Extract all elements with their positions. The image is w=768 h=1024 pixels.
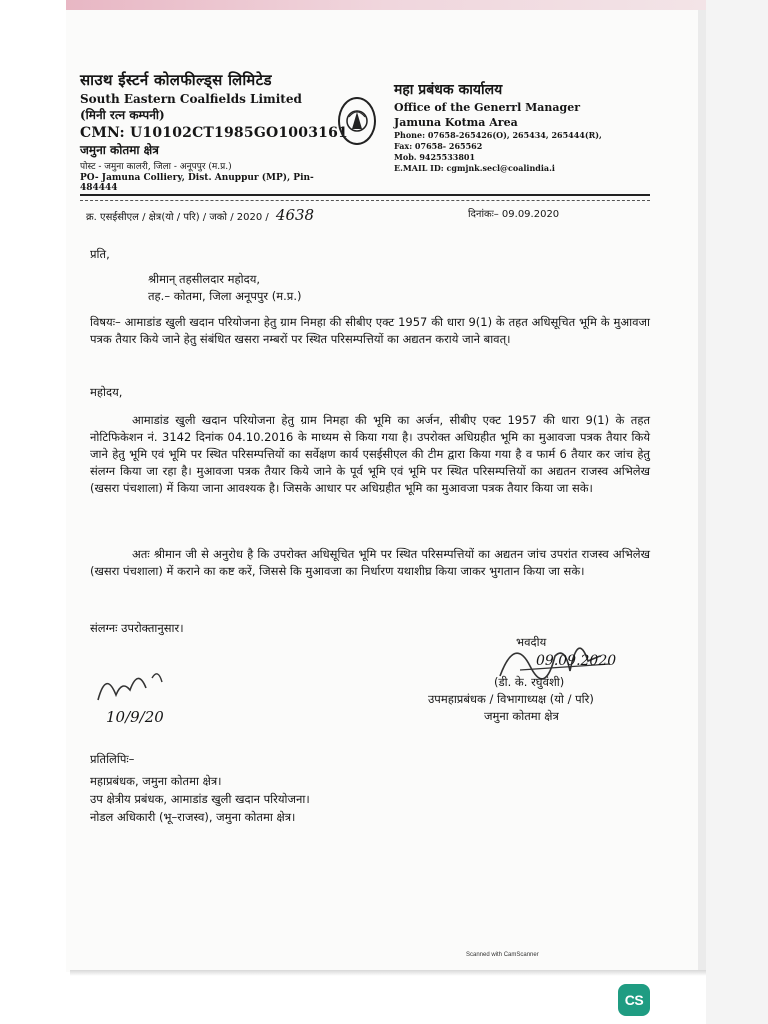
company-name-english: South Eastern Coalfields Limited xyxy=(80,92,302,106)
mobile-number: Mob. 9425533801 xyxy=(394,152,476,162)
office-name-english: Office of the Generrl Manager xyxy=(394,101,581,114)
copy-to-item: उप क्षेत्रीय प्रबंधक, आमाडांड खुली खदान परियोजना। xyxy=(90,792,310,806)
handwritten-sign-date: 09.09.2020 xyxy=(536,653,617,669)
recipient-line-1: श्रीमान् तहसीलदार महोदय, xyxy=(148,272,261,286)
letter-date: दिनांकः– 09.09.2020 xyxy=(468,209,560,220)
signature-block xyxy=(428,634,668,725)
office-name-hindi: महा प्रबंधक कार्यालय xyxy=(394,82,503,98)
reference-text: क्र. एसईसीएल / क्षेत्र(यो / परि) / जको / 2020 / xyxy=(86,212,269,223)
camscanner-badge xyxy=(618,984,650,1016)
letterhead-divider xyxy=(80,194,650,201)
email-address: E.MAIL ID: cgmjnk.secl@coalindia.i xyxy=(394,163,555,173)
letterhead-left xyxy=(80,70,350,193)
scanner-watermark: Scanned with CamScanner xyxy=(466,952,539,958)
recipient-line-2: तह.– कोतमा, जिला अनूपपुर (म.प्र.) xyxy=(148,289,302,303)
initials-scrawl-icon xyxy=(88,660,208,710)
phone-numbers: Phone: 07658-265426(O), 265434, 265444(R), xyxy=(394,130,602,140)
closing-bhavdiya: भवदीय xyxy=(516,635,547,649)
enclosure-note: संलग्नः उपरोक्तानुसार। xyxy=(90,621,184,635)
copy-to-block xyxy=(90,750,310,826)
area-name-hindi: जमुना कोतमा क्षेत्र xyxy=(80,143,159,157)
camscanner-badge-text: CS xyxy=(624,992,644,1008)
company-logo-icon xyxy=(338,97,376,145)
fax-number: Fax: 07658- 265562 xyxy=(394,141,483,151)
letterhead-right xyxy=(394,80,694,173)
salutation: महोदय, xyxy=(90,385,123,399)
copy-to-heading: प्रतिलिपिः– xyxy=(90,752,135,766)
prati-label: प्रति, xyxy=(90,247,110,261)
postal-address-hindi: पोस्ट - जमुना कालरी, जिला - अनूपपुर (म.प्र.) xyxy=(80,162,232,172)
copy-to-item: नोडल अधिकारी (भू–राजस्व), जमुना कोतमा क्षेत्र। xyxy=(90,810,296,824)
signatory-name: (डी. के. रघुवंशी) xyxy=(494,675,565,689)
margin-initials xyxy=(88,660,208,740)
subject-line: विषयः– आमाडांड खुली खदान परियोजना हेतु ग्राम निमहा की सीबीए एक्ट 1957 की धारा 9(1) के तहत अधिसूचित भूमि के मुआवजा पत्रक तैयार किये जाने हेतु संबंधित खसरा नम्बरों पर स्थित परिसम्पत्तियों का अद्यतन कराये जाने बावत्। xyxy=(90,315,650,346)
cmn-number: CMN: U10102CT1985GO1003161 xyxy=(80,125,348,141)
letter-page xyxy=(66,10,707,972)
handwritten-dispatch-number: 4638 xyxy=(275,206,315,224)
mini-ratna-label: (मिनी रत्न कम्पनी) xyxy=(80,108,165,122)
postal-address-english: PO- Jamuna Colliery, Dist. Anuppur (MP), Pin- 484444 xyxy=(80,173,314,193)
page-edge-shadow xyxy=(698,10,706,970)
left-margin xyxy=(0,0,66,1024)
area-name-english: Jamuna Kotma Area xyxy=(394,116,518,129)
signatory-designation: उपमहाप्रबंधक / विभागाध्यक्ष (यो / परि) xyxy=(428,692,594,706)
reference-number xyxy=(86,206,314,224)
company-name-hindi: साउथ ईस्टर्न कोलफील्ड्स लिमिटेड xyxy=(80,71,272,89)
right-margin xyxy=(706,0,768,1024)
page-bottom-shadow xyxy=(70,970,706,976)
margin-note-date: 10/9/20 xyxy=(106,708,164,726)
copy-to-item: महाप्रबंधक, जमुना कोतमा क्षेत्र। xyxy=(90,774,222,788)
signatory-area: जमुना कोतमा क्षेत्र xyxy=(484,709,559,723)
body-paragraph-1: आमाडांड खुली खदान परियोजना हेतु ग्राम निमहा की भूमि का अर्जन, सीबीए एक्ट 1957 की धारा 9(1) के तहत नोटिफिकेशन नं. 3142 दिनांक 04.10.2016 के माध्यम से किया गया है। उपरोक्त अधिग्रहीत भूमि का मुआवजा पत्रक तैयार किये जाने हेतु भूमि एवं भूमि पर स्थित परिसम्पत्तियों का सर्वेक्षण कार्य एसईसीएल की टीम द्वारा किया गया है व फार्म 6 तैयार कर जांच हेतु संलग्न किया जा रहा है। मुआवजा पत्रक तैयार किये जाने के पूर्व भूमि एवं भूमि पर स्थित परिसम्पत्तियों का अद्यतन राजस्व अभिलेख (खसरा पंचशाला) में किया जाना आवश्यक है। जिसके आधार पर अधिग्रहीत भूमि का मुआवजा पत्रक तैयार किया जा सके। xyxy=(90,413,650,495)
body-paragraph-2: अतः श्रीमान जी से अनुरोध है कि उपरोक्त अधिसूचित भूमि पर स्थित परिसम्पत्तियों का अद्यतन जांच उपरांत राजस्व अभिलेख (खसरा पंचशाला) में कराने का कष्ट करें, जिससे कि मुआवजा का निर्धारण यथाशीघ्र किया जाकर भुगतान किया जा सके। xyxy=(90,547,650,578)
recipient-block xyxy=(90,246,650,305)
